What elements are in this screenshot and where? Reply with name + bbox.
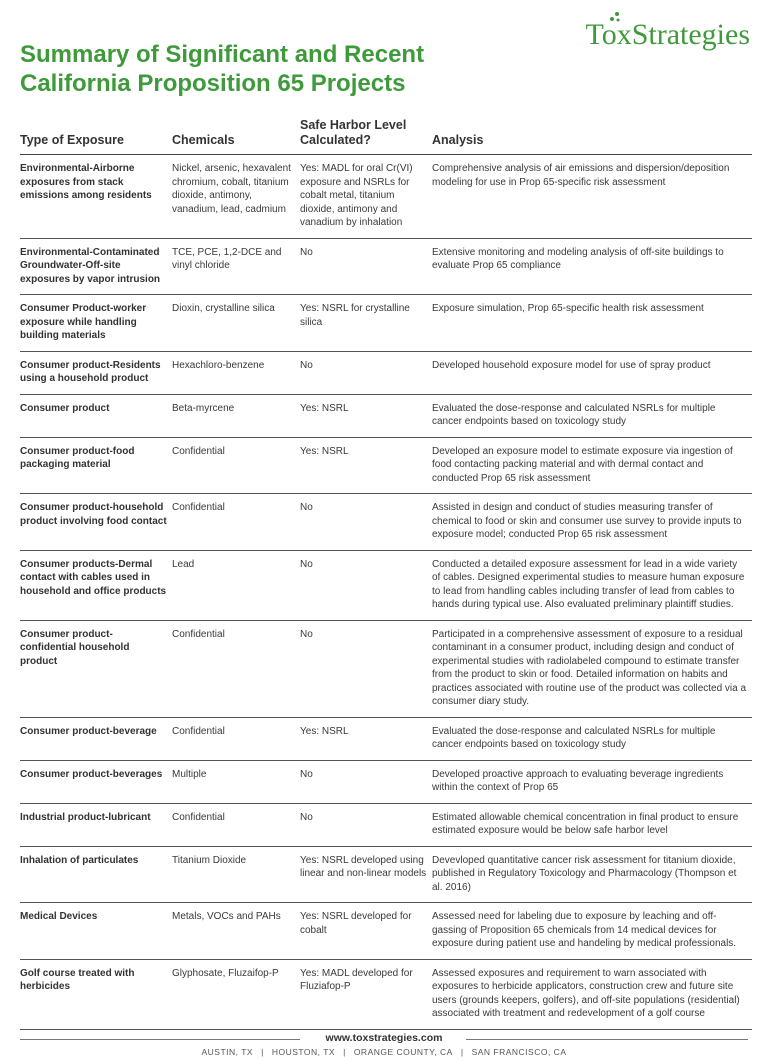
cell-analysis: Estimated allowable chemical concentration in final product to ensure estimated exposure would be below safe harbor level [432,803,752,846]
cell-type: Environmental-Contaminated Groundwater-Off-site exposures by vapor intrusion [20,238,172,295]
table-row [20,846,752,903]
table-row [20,295,752,352]
cell-chemicals: Confidential [172,494,300,551]
cell-safe-harbor: No [300,238,432,295]
location-houston: HOUSTON, TX [271,1047,336,1057]
location-orange-county: ORANGE COUNTY, CA [353,1047,453,1057]
footer-website: www.toxstrategies.com [325,1032,443,1044]
table-row [20,238,752,295]
cell-chemicals: Metals, VOCs and PAHs [172,903,300,960]
cell-chemicals: Confidential [172,620,300,717]
cell-analysis: Conducted a detailed exposure assessment for lead in a wide variety of cables. Designed experimental studies to measure human exposure to lead from handling cables including transfer of lead from cables to hands during typical use. Also evaluated preliminary plaintiff studies. [432,550,752,620]
cell-analysis: Assisted in design and conduct of studies measuring transfer of chemical to food or skin and consumer use survey to provide inputs to exposure model; conducted Prop 65 risk assessment [432,494,752,551]
cell-safe-harbor: No [300,351,432,394]
cell-chemicals: Confidential [172,717,300,760]
cell-chemicals: TCE, PCE, 1,2-DCE and vinyl chloride [172,238,300,295]
cell-type: Consumer products-Dermal contact with cables used in household and office products [20,550,172,620]
table-row [20,803,752,846]
cell-analysis: Developed an exposure model to estimate exposure via ingestion of food contacting packing material and with dermal contact and conducted Prop 65 risk assessment [432,437,752,494]
title-line-2: California Proposition 65 Projects [20,70,406,97]
cell-chemicals: Dioxin, crystalline silica [172,295,300,352]
cell-safe-harbor: No [300,494,432,551]
cell-chemicals: Beta-myrcene [172,394,300,437]
cell-safe-harbor: No [300,550,432,620]
cell-chemicals: Glyphosate, Fluzaifop-P [172,959,300,1029]
header-analysis: Analysis [432,118,752,155]
cell-type: Golf course treated with herbicides [20,959,172,1029]
location-separator: | [261,1047,264,1057]
table-row [20,550,752,620]
location-separator: | [460,1047,464,1057]
location-separator: | [343,1047,346,1057]
cell-type: Consumer product-beverage [20,717,172,760]
cell-safe-harbor: Yes: NSRL [300,394,432,437]
cell-type: Consumer Product-worker exposure while handling building materials [20,295,172,352]
table-row [20,903,752,960]
cell-chemicals: Multiple [172,760,300,803]
cell-analysis: Devevloped quantitative cancer risk assessment for titanium dioxide, published in Regulatory Toxicology and Pharmacology (Thompson et al. 2016) [432,846,752,903]
cell-analysis: Participated in a comprehensive assessment of exposure to a residual contaminant in a consumer product, including design and conduct of experimental studies with radiolabeled compound to estimate transfer from the product to skin or food. Detailed information on habits and practices associated with routine use of the product was collected via a consumer diary study. [432,620,752,717]
cell-type: Consumer product-confidential household product [20,620,172,717]
cell-analysis: Comprehensive analysis of air emissions and dispersion/deposition modeling for use in Prop 65-specific risk assessment [432,155,752,239]
cell-analysis: Exposure simulation, Prop 65-specific health risk assessment [432,295,752,352]
title-line-1: Summary of Significant and Recent [20,41,425,68]
table-row [20,437,752,494]
cell-analysis: Evaluated the dose-response and calculated NSRLs for multiple cancer endpoints based on toxicology study [432,717,752,760]
cell-safe-harbor: No [300,803,432,846]
cell-type: Consumer product-household product involving food contact [20,494,172,551]
cell-type: Medical Devices [20,903,172,960]
table-row [20,717,752,760]
cell-safe-harbor: Yes: NSRL [300,437,432,494]
page-title [20,40,580,98]
cell-chemicals: Confidential [172,803,300,846]
cell-safe-harbor: Yes: NSRL developed using linear and non-linear models [300,846,432,903]
cell-analysis: Assessed need for labeling due to exposure by leaching and off-gassing of Proposition 65 chemicals from 14 medical devices for exposure during patient use and handeling by medical professionals. [432,903,752,960]
header-safe-harbor: Safe Harbor Level Calculated? [300,118,432,155]
table-row [20,394,752,437]
cell-safe-harbor: Yes: NSRL [300,717,432,760]
header-chemicals: Chemicals [172,118,300,155]
table-header-row [20,118,752,155]
table-row [20,494,752,551]
cell-type: Industrial product-lubricant [20,803,172,846]
cell-safe-harbor: No [300,760,432,803]
cell-analysis: Assessed exposures and requirement to warn associated with exposures to herbicide applicators, construction crew and future site users (grounds keepers, golfers), and off-site populations (residential) associated with treatment and redevelopment of a golf course [432,959,752,1029]
cell-type: Inhalation of particulates [20,846,172,903]
table-row [20,351,752,394]
table-row [20,760,752,803]
projects-table [20,118,752,1030]
location-san-francisco: SAN FRANCISCO, CA [471,1047,567,1057]
cell-safe-harbor: Yes: MADL developed for Fluziafop-P [300,959,432,1029]
cell-analysis: Developed proactive approach to evaluating beverage ingredients within the context of Prop 65 [432,760,752,803]
cell-chemicals: Nickel, arsenic, hexavalent chromium, cobalt, titanium dioxide, antimony, vanadium, lead, cadmium [172,155,300,239]
cell-type: Consumer product-beverages [20,760,172,803]
table-row [20,959,752,1029]
table-row [20,620,752,717]
cell-type: Consumer product-food packaging material [20,437,172,494]
header-type-of-exposure: Type of Exposure [20,118,172,155]
cell-chemicals: Hexachloro-benzene [172,351,300,394]
cell-safe-harbor: Yes: MADL for oral Cr(VI) exposure and NSRLs for cobalt metal, titanium dioxide, antimony and vanadium by inhalation [300,155,432,239]
cell-analysis: Developed household exposure model for use of spray product [432,351,752,394]
logo-text: ToxStrategies [585,18,750,51]
table-row [20,155,752,239]
cell-safe-harbor: Yes: NSRL for crystalline silica [300,295,432,352]
cell-safe-harbor: No [300,620,432,717]
cell-chemicals: Confidential [172,437,300,494]
cell-type: Environmental-Airborne exposures from stack emissions among residents [20,155,172,239]
location-austin: AUSTIN, TX [201,1047,254,1057]
cell-analysis: Evaluated the dose-response and calculated NSRLs for multiple cancer endpoints based on toxicology study [432,394,752,437]
cell-chemicals: Titanium Dioxide [172,846,300,903]
cell-analysis: Extensive monitoring and modeling analysis of off-site buildings to evaluate Prop 65 compliance [432,238,752,295]
footer-locations [0,1047,768,1057]
toxstrategies-logo [570,10,750,54]
cell-chemicals: Lead [172,550,300,620]
cell-type: Consumer product [20,394,172,437]
cell-type: Consumer product-Residents using a household product [20,351,172,394]
cell-safe-harbor: Yes: NSRL developed for cobalt [300,903,432,960]
